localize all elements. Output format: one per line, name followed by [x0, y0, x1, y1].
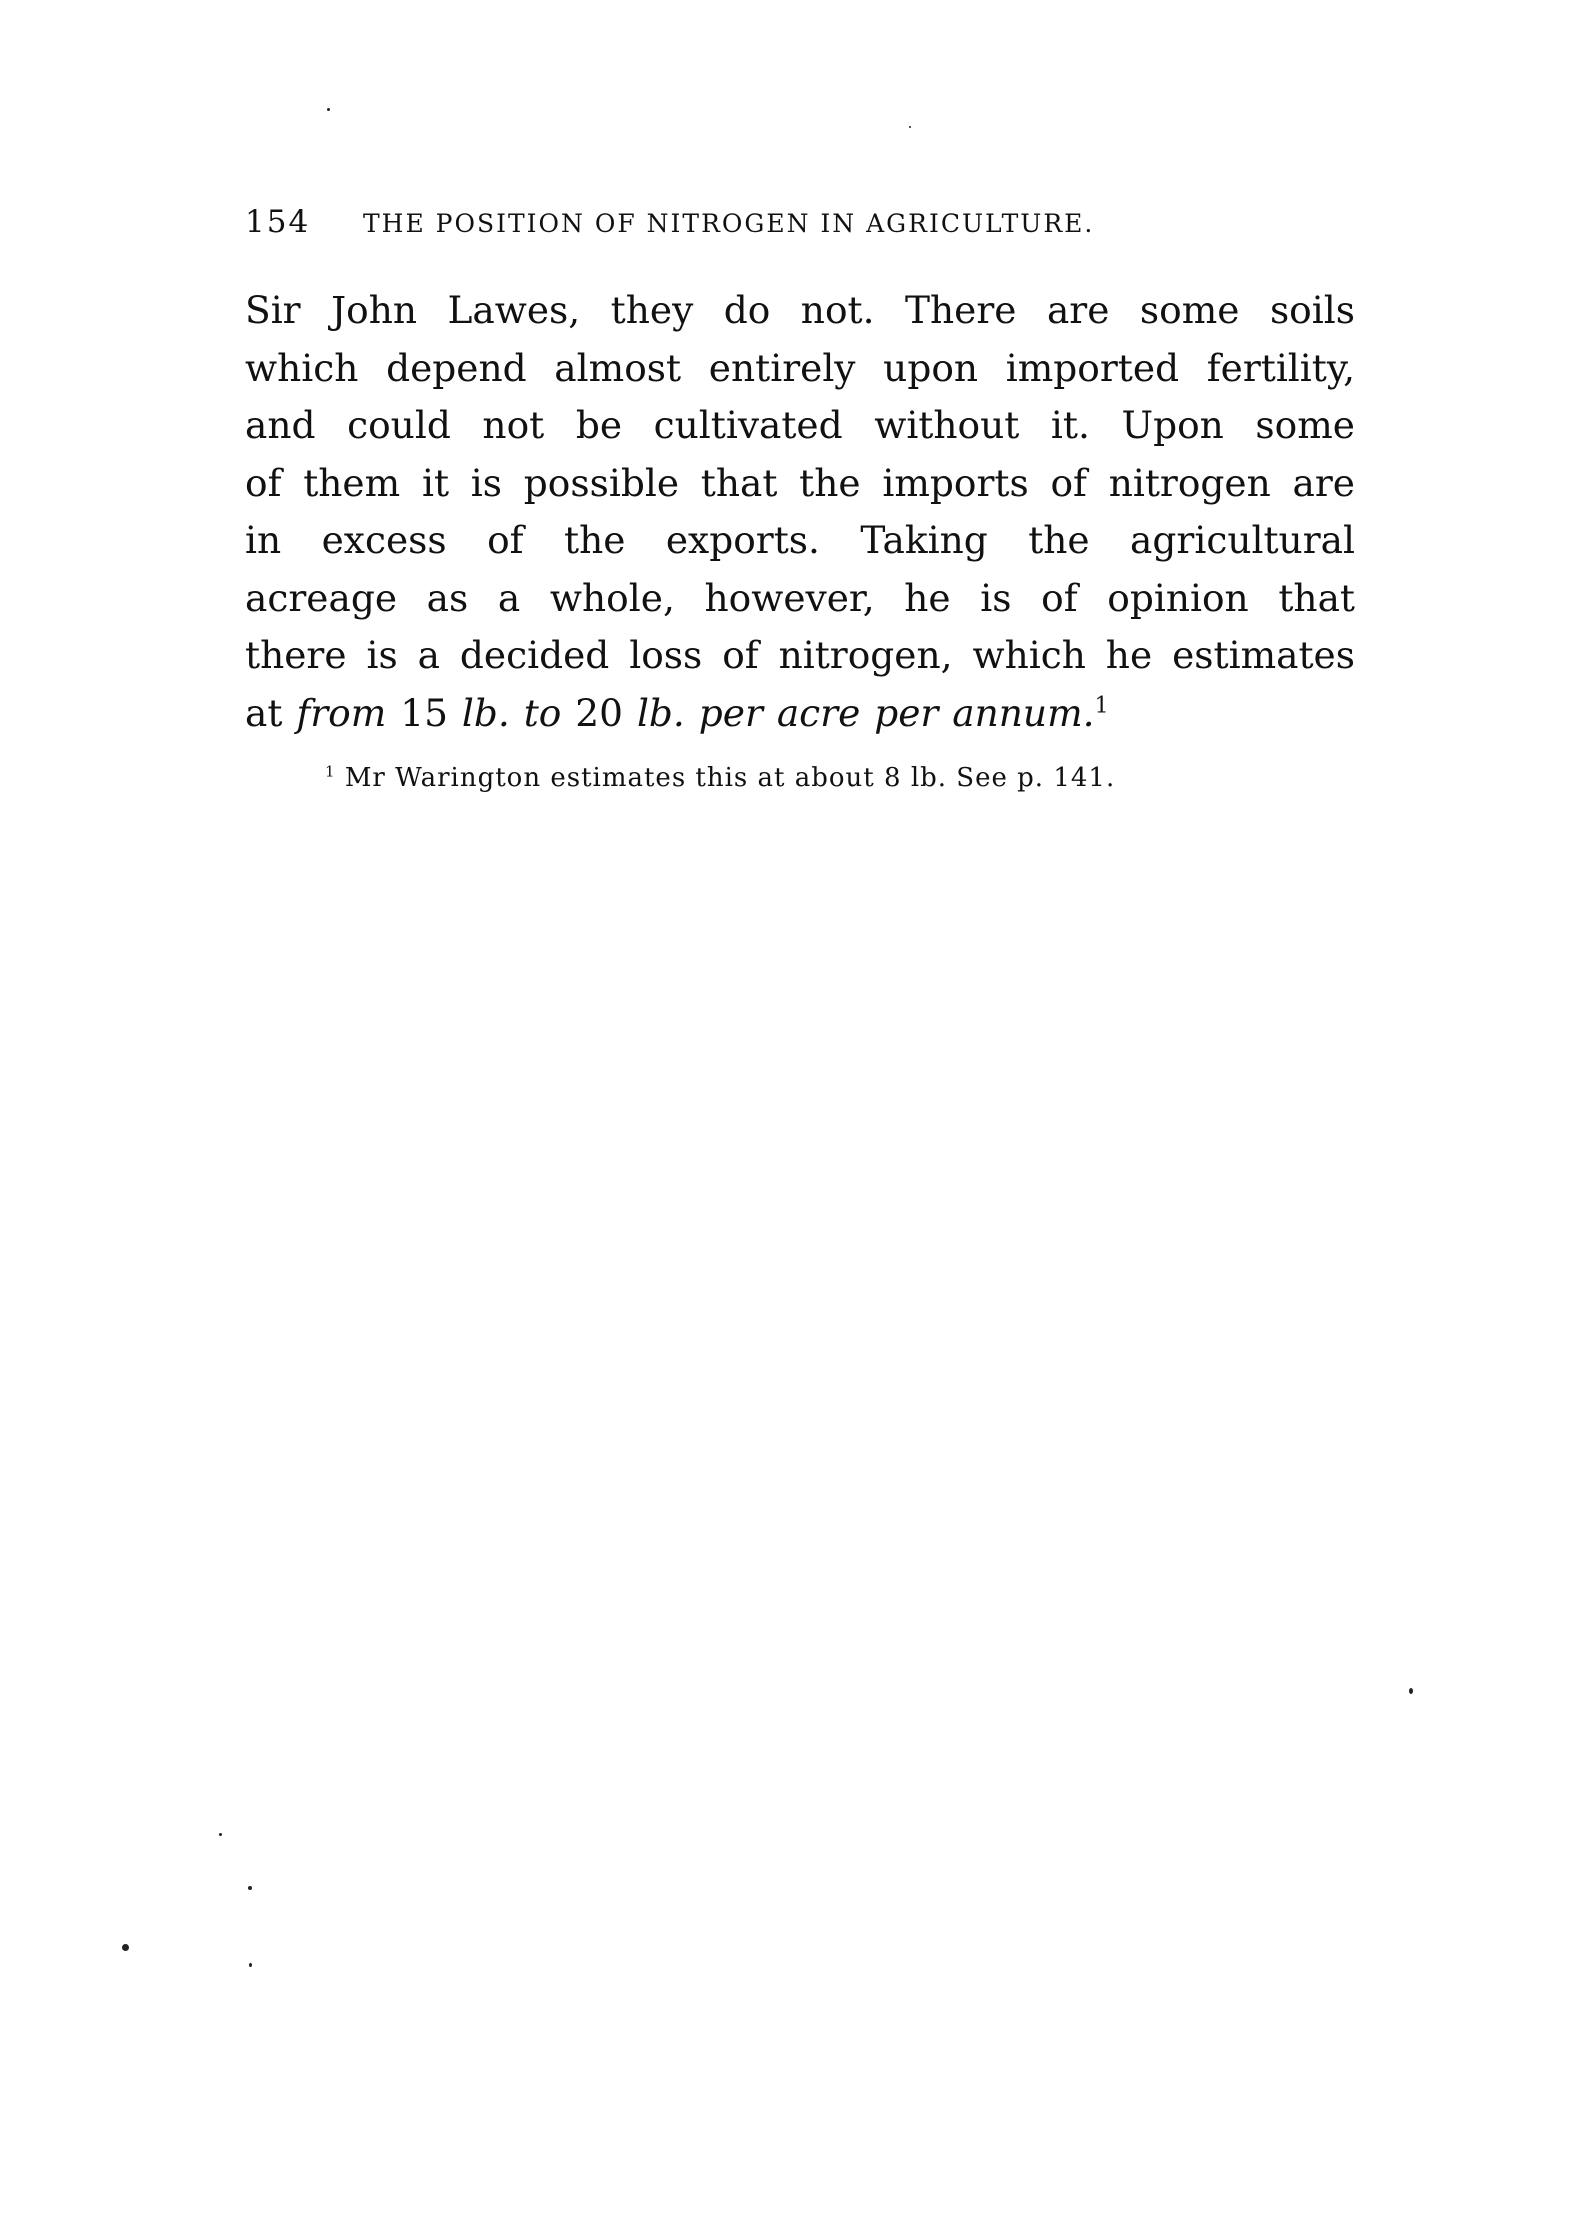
body-line: which depend almost entirely upon imported fertility, [245, 345, 1355, 390]
footnote-marker: 1 [325, 762, 336, 781]
body-paragraph [245, 282, 1355, 742]
scan-speck [249, 1963, 252, 1967]
running-header [245, 200, 1345, 244]
text-to: to [509, 690, 576, 735]
body-line-final [245, 685, 1355, 743]
body-line: in excess of the exports. Taking the agricultural [245, 518, 1355, 562]
page-number: 154 [245, 204, 311, 240]
footnote-text: Mr Warington estimates this at about 8 lb. See p. 141. [344, 763, 1116, 793]
text-per-acre-per-annum: per acre per annum. [684, 690, 1095, 735]
body-line: acreage as a whole, however, he is of opinion that [245, 575, 1355, 620]
body-line: and could not be cultivated without it. Upon some [245, 403, 1355, 447]
footnote-reference: 1 [1094, 693, 1109, 718]
running-title: THE POSITION OF NITROGEN IN AGRICULTURE. [363, 209, 1095, 238]
text-from: from [296, 690, 387, 735]
footnote [325, 760, 1345, 796]
scan-speck [327, 108, 330, 111]
body-line: of them it is possible that the imports of nitrogen are [245, 460, 1355, 505]
scan-speck [909, 126, 911, 128]
scan-speck [248, 1886, 252, 1890]
body-line: Sir John Lawes, they do not. There are some soils [245, 288, 1355, 332]
scan-speck [122, 1944, 129, 1951]
text-20: 20 [575, 690, 637, 735]
scan-speck [219, 1833, 222, 1836]
text-15: 15 [386, 690, 462, 735]
text-lb-1: lb. [461, 690, 510, 735]
text-at: at [245, 690, 297, 735]
scan-speck [1409, 1688, 1413, 1694]
body-line: there is a decided loss of nitrogen, which he estimates [245, 633, 1355, 677]
text-lb-2: lb. [636, 690, 685, 735]
